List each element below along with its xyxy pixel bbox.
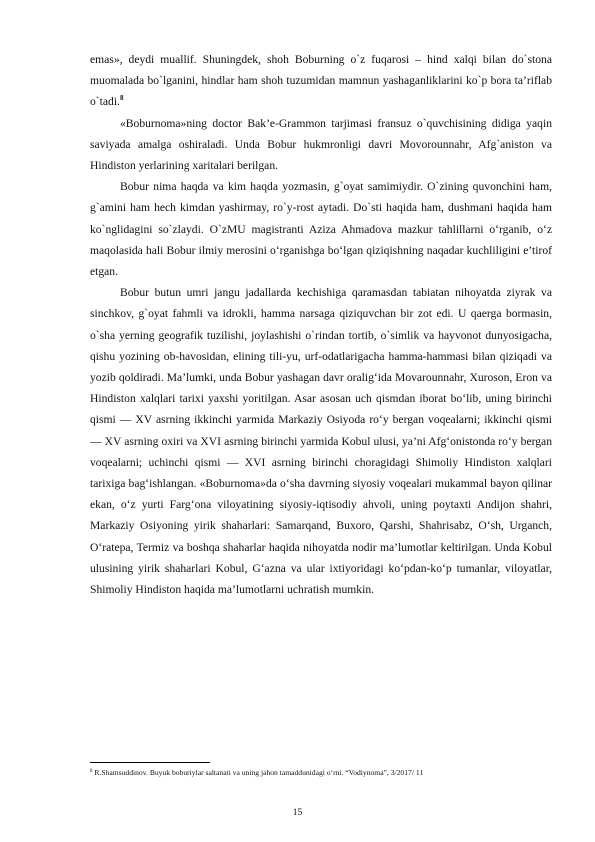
body-text [90,49,552,600]
paragraph-3: Bobur nima haqda va kim haqda yozmasin, g`oyat samimiydir. O`zining quvonchini ham, g`amini ham hech kimdan yashirmay, ro`y-rost aytadi. Do`sti haqida ham, dushmani haqida ham ko`nglidagini so`zlaydi. O`zMU magistranti Aziza Ahmadova mazkur tahlillarni o‘rganib, o‘z maqolasida hali Bobur ilmiy merosini o‘rganishga bo‘lgan qiziqishning naqadar kuchliligini e’tirof etgan. [90,180,552,279]
footnote [90,768,552,778]
paragraph-1-text: emas», deydi muallif. Shuningdek, shoh Boburning o`z fuqarosi – hind xalqi bilan do`stona muomalada bo`lganini, hindlar ham shoh tuzumidan mamnun yashaganliklarini ko`p bora ta’riflab o`tadi. [90,53,552,109]
footnote-reference[interactable]: 8 [119,94,124,103]
footnote-text: R.Shamsuddinov. Buyuk boburiylar saltanati va uning jahon tamaddunidagi o‘rni. “Vodiynoma”, 3/2017/ 11 [94,768,424,777]
footnote-number: 8 [90,769,93,774]
footnote-divider [90,762,210,763]
paragraph-4: Bobur butun umri jangu jadallarda kechishiga qaramasdan tabiatan nihoyatda ziyrak va sinchkov, g`oyat fahmli va idrokli, hamma narsaga qiziquvchan bir zot edi. U qaerga bormasin, o`sha yerning geografik tuzilishi, joylashishi o`rindan tortib, o`simlik va hayvonot dunyosigacha, qishu yozining ob-havosidan, elining tili-yu, urf-odatlarigacha hamma-hammasi bilan qiziqadi va yozib qoldiradi. Ma’lumki, unda Bobur yashagan davr oralig‘ida Movarounnahr, Xuroson, Eron va Hindiston xalqlari tarixi yaxshi yoritilgan. Asar asosan uch qismdan iborat bo‘lib, uning birinchi qismi — XV asrning ikkinchi yarmida Markaziy Osiyoda ro‘y bergan voqealarni; ikkinchi qismi — XV asrning oxiri va XVI asrning birinchi yarmida Kobul ulusi, ya’ni Afg‘onistonda ro‘y bergan voqealarni; uchinchi qismi — XVI asrning birinchi choragidagi Shimoliy Hindiston xalqlari tarixiga bag‘ishlangan. «Boburnoma»da o‘sha davrning siyosiy voqealari mukammal bayon qilinar ekan, o‘z yurti Farg‘ona viloyatining siyosiy-iqtisodiy ahvoli, uning poytaxti Andijon shahri, Markaziy Osiyoning yirik shaharlari: Samarqand, Buxoro, Qarshi, Shahrisabz, O‘sh, Urganch, O‘ratepa, Termiz va boshqa shaharlar haqida nihoyatda nodir ma’lumotlar keltirilgan. Unda Kobul ulusining yirik shaharlari Kobul, G‘azna va ular ixtiyoridagi ko‘pdan-ko‘p tumanlar, viloyatlar, Shimoliy Hindiston haqida ma’lumotlarni uchratish mumkin. [90,286,552,597]
paragraph-2: «Boburnoma»ning doctor Bak’e-Grammon tarjimasi fransuz o`quvchisining didiga yaqin saviyada amalga oshiraladi. Unda Bobur hukmronligi davri Movorounnahr, Afg`aniston va Hindiston yerlarining xaritalari berilgan. [90,116,552,173]
paragraph-1 [90,49,552,113]
page-number: 15 [292,808,303,818]
